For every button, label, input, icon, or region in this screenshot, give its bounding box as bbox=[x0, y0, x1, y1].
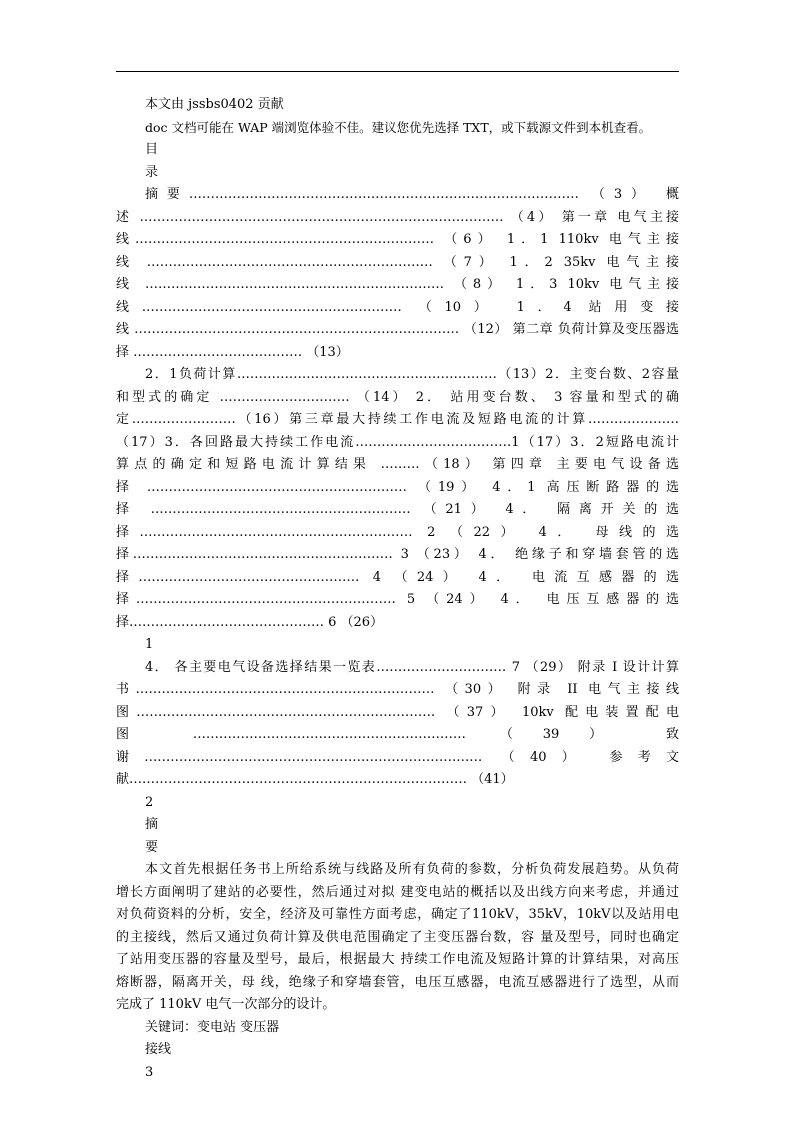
toc-line: 算点的确定和短路电流计算结果 ………（18） 第四章 主要电气设备选 bbox=[116, 457, 679, 472]
toc-line: 和型式的确定 ………………………… （14） 2． 站用变台数、 3 容量和型式的确 bbox=[116, 389, 679, 405]
toc-line: 择…………………………………………………… 3 （23） 4． 绝缘子和穿墙套管的选 bbox=[116, 547, 679, 562]
toc-line: 择…………………………………………… 4 （24） 4． 电流互感器的选 bbox=[116, 569, 679, 585]
notice-line: doc 文档可能在 WAP 端浏览体验不佳。建议您优先选择 TXT，或下载源文件到本机查看。 bbox=[145, 119, 652, 135]
toc-line: 线…………………………………………………………… （6） 1．1 110kv 电气主接 bbox=[116, 232, 679, 247]
keywords-line: 关键词：变电站 变压器 bbox=[145, 1019, 280, 1035]
toc-line: （17）3．各回路最大持续工作电流………………………………1（17）3．2短路电流计 bbox=[116, 434, 679, 450]
abstract-title-1: 摘 bbox=[145, 817, 159, 832]
toc-line: 择……………………………………………………… 2 （22） 4． 母线的选 bbox=[116, 524, 679, 540]
abstract-line: 完成了 110kV 电气一次部分的设计。 bbox=[116, 997, 336, 1012]
toc-line: 图…………………………………………………………… （37） 10kv 配电装置配电 bbox=[116, 704, 679, 720]
toc-title-1: 目 bbox=[145, 142, 159, 157]
page-number: 1 bbox=[145, 637, 154, 652]
abstract-line: 了站用变压器的容量及型号，最后，根据最大 持续工作电流及短路计算的计算结果，对高压 bbox=[116, 952, 679, 967]
header-rule bbox=[116, 71, 679, 72]
toc-line: 线…………………………………………………… （10） 1．4 站用变接 bbox=[116, 299, 679, 315]
toc-line: 谢…………………………………………………………………… （40） 参考文 bbox=[116, 749, 679, 765]
abstract-line: 增长方面阐明了建站的必要性，然后通过对拟 建变电站的概括以及出线方向来考虑，并通过 bbox=[116, 884, 679, 900]
abstract-line: 熔断器，隔离开关，母 线，绝缘子和穿墙套管，电压互感器，电流互感器进行了选型，从而 bbox=[116, 974, 679, 990]
toc-line: 择 …………………………………………………… （19） 4．1 高压断路器的选 bbox=[116, 479, 679, 495]
abstract-line: 本文首先根据任务书上所给系统与线路及所有负荷的参数，分析负荷发展趋势。从负荷 bbox=[145, 862, 679, 877]
toc-line: 摘要……………………………………………………………………………… （3） 概 bbox=[145, 187, 679, 202]
toc-line: 2．1负荷计算……………………………………………………（13）2．主变台数、2容量 bbox=[145, 367, 679, 382]
abstract-title-2: 要 bbox=[145, 839, 159, 855]
keywords-continuation: 接线 bbox=[145, 1042, 172, 1057]
page-number: 3 bbox=[145, 1064, 154, 1080]
abstract-line: 的主接线，然后又通过负荷计算及供电范围确定了主变压器台数，容 量及型号，同时也确定 bbox=[116, 929, 679, 945]
toc-line: 择……………………………………… 6 （26） bbox=[116, 614, 384, 630]
toc-line: 4． 各主要电气设备选择结果一览表………………………… 7 （29） 附录 I 设计计算 bbox=[145, 659, 679, 675]
abstract-line: 对负荷资料的分析，安全，经济及可靠性方面考虑，确定了110kV，35kV，10kV以及站用电 bbox=[116, 907, 679, 922]
toc-line: 述 ………………………………………………………………………… （4） 第一章 电气主接 bbox=[116, 209, 679, 225]
document-body bbox=[116, 94, 679, 1084]
toc-line: 书…………………………………………………………… （30） 附录 II 电气主接线 bbox=[116, 682, 679, 697]
toc-line: 线 ………………………………………………………… （7） 1．2 35kv 电气主接 bbox=[116, 254, 679, 270]
toc-line: 图 ……………………………………………………… （39） 致 bbox=[116, 727, 679, 742]
toc-line: 线 …………………………………………………………… （8） 1．3 10kv 电气主接 bbox=[116, 277, 679, 292]
page-number: 2 bbox=[145, 794, 154, 810]
toc-line: 择…………………………………………………… 5 （24） 4． 电压互感器的选 bbox=[116, 592, 679, 607]
toc-line: 献…………………………………………………………………… （41） bbox=[116, 772, 514, 787]
toc-line: 定……………………（16）第三章最大持续工作电流及短路电流的计算………………… bbox=[116, 412, 679, 427]
toc-title-2: 录 bbox=[145, 164, 159, 180]
toc-line: 择 ………………………………… （13） bbox=[116, 344, 349, 360]
toc-line: 线 ………………………………………………………………… （12） 第二章 负荷计算及变压器选 bbox=[116, 322, 679, 337]
contributor-line: 本文由 jssbs0402 贡献 bbox=[145, 97, 284, 112]
toc-line: 择 …………………………………………………… （21） 4． 隔离开关的选 bbox=[116, 502, 679, 517]
